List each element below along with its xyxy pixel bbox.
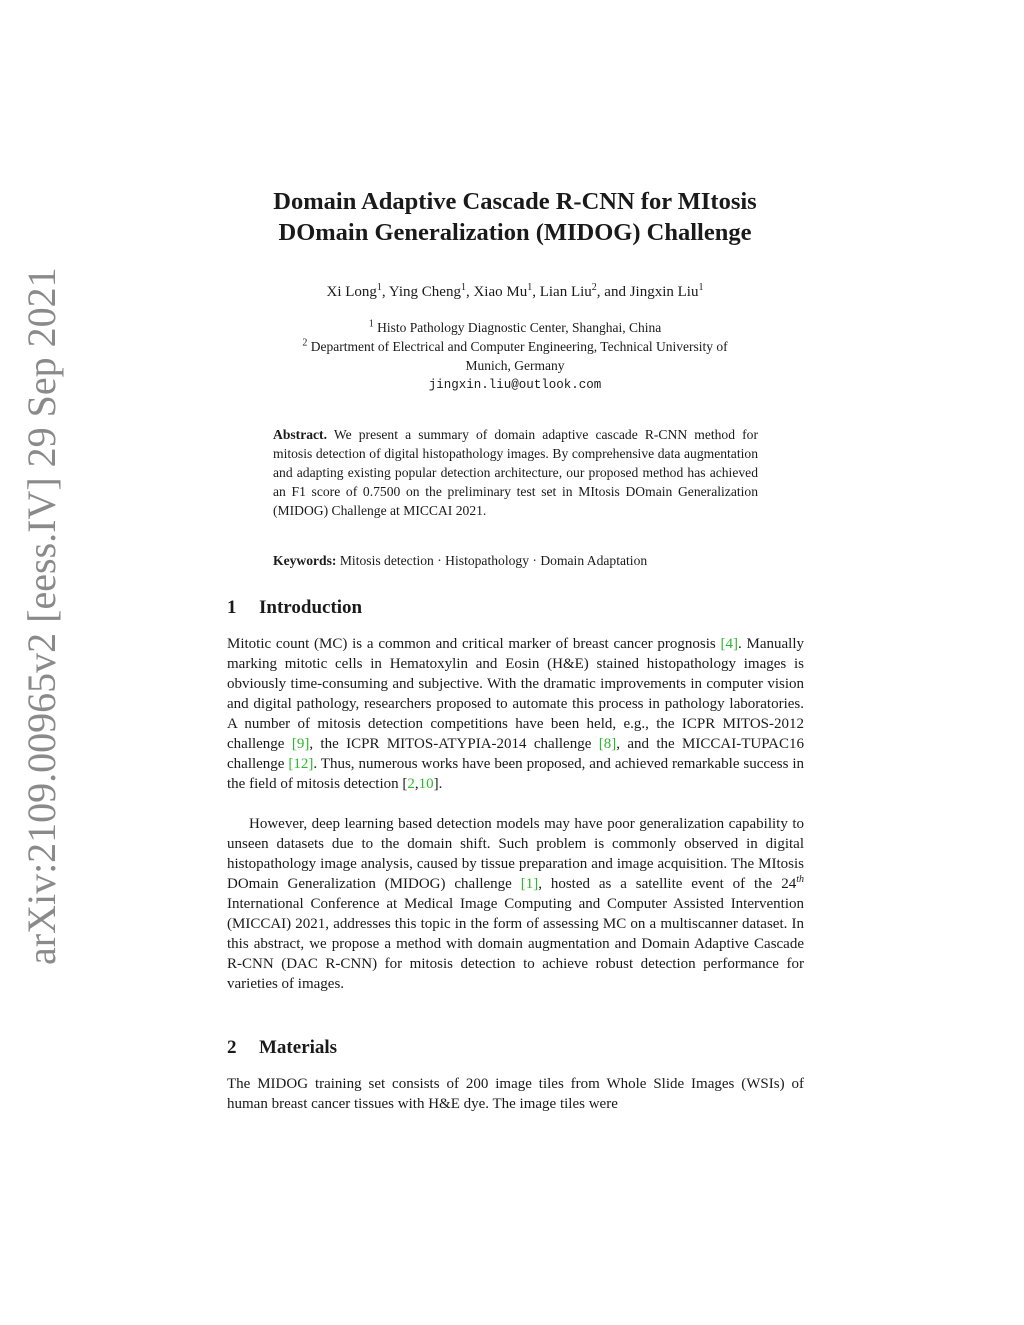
citation-link[interactable]: [8] — [598, 736, 617, 752]
affiliation-mark: 1 — [368, 318, 374, 330]
text: ] — [433, 776, 439, 792]
affiliation-1 — [240, 319, 790, 338]
paragraph-intro-2 — [227, 814, 804, 994]
citation-link[interactable]: [4] — [720, 636, 738, 652]
section-heading-materials — [227, 1037, 337, 1059]
citation-link[interactable]: 10 — [418, 776, 434, 792]
author-email[interactable]: jingxin.liu@outlook.com — [428, 378, 602, 392]
affiliation-mark: 2 — [302, 337, 308, 349]
text: International Conference at Medical Image Computing and Computer Assisted Intervention (MICCAI) 2021, addresses this topic in the form of assessing MC on a multiscanner dataset. In this abstract, we propose a method with domain augmentation and Domain Adaptive Cascade R-CNN (DAC R-CNN) for mitosis detection to achieve robust detection performance for varieties of images. — [227, 896, 804, 992]
section-title: Introduction — [259, 597, 363, 618]
author-aff: 2 — [591, 282, 597, 293]
author-aff: 1 — [698, 282, 704, 293]
text: . Thus, numerous works have been proposed, and achieved remarkable success in the field of mitosis detection — [227, 756, 804, 792]
author-aff: 1 — [376, 282, 382, 293]
text: Mitotic count (MC) is a common and critical marker of breast cancer prognosis — [227, 636, 716, 652]
abstract-label: Abstract. — [273, 427, 327, 442]
text: , and the MICCAI-TUPAC16 challenge — [227, 736, 804, 772]
text: . — [438, 776, 443, 792]
text: [ — [402, 776, 408, 792]
paper-title — [200, 186, 830, 248]
affiliation-text: Munich, Germany — [465, 357, 565, 373]
abstract-text: We present a summary of domain adaptive cascade R-CNN method for mitosis detection of digital histopathology images. By comprehensive data augmentation and adapting existing popular detection architecture, our proposed method has achieved an F1 score of 0.7500 on the preliminary test set in MItosis DOmain Generalization (MIDOG) Challenge at MICCAI 2021. — [273, 427, 758, 518]
section-title: Materials — [259, 1037, 338, 1058]
section-number: 1 — [227, 597, 237, 618]
author-aff: 1 — [460, 282, 466, 293]
citation-link[interactable]: 2 — [407, 776, 415, 792]
citation-link[interactable]: [9] — [291, 736, 310, 752]
paragraph-intro-1 — [227, 634, 804, 794]
author-name: Xiao Mu — [473, 284, 528, 300]
author-list: Xi Long$^1$, Ying Cheng$^1$, Xiao Mu$^1$, Lian Liu$^2$, and Jingxin Liu$^1$ — [326, 282, 704, 300]
affiliation-text: Department of Electrical and Computer Engineering, Technical University of — [310, 339, 728, 354]
affiliation-text: Histo Pathology Diagnostic Center, Shanghai, China — [377, 320, 662, 335]
author-name: Jingxin Liu — [629, 284, 699, 300]
author-aff: 1 — [527, 282, 533, 293]
keywords-text: Mitosis detection · Histopathology · Domain Adaptation — [339, 553, 648, 568]
text: , the ICPR MITOS-ATYPIA-2014 challenge — [309, 736, 592, 752]
title-line-1: Domain Adaptive Cascade R-CNN for MItosis — [273, 188, 757, 215]
text: , — [414, 776, 419, 792]
author-name: Xi Long — [326, 284, 377, 300]
section-heading-introduction — [227, 597, 362, 619]
superscript: th — [796, 874, 804, 885]
keywords-label: Keywords: — [273, 553, 337, 568]
section-number: 2 — [227, 1037, 237, 1058]
paragraph-materials-1: The MIDOG training set consists of 200 image tiles from Whole Slide Images (WSIs) of human breast cancer tissues with H&E dye. The image tiles were — [227, 1076, 804, 1112]
arxiv-stamp: arXiv:2109.00965v2 [eess.IV] 29 Sep 2021 — [19, 267, 64, 965]
text: However, deep learning based detection models may have poor generalization capability to unseen datasets due to the domain shift. Such problem is commonly observed in digital histopathology image analysis, caused by tissue preparation and image acquisition. The MItosis DOmain Generalization (MIDOG) challenge — [227, 816, 804, 892]
author-name: Ying Cheng — [388, 284, 461, 300]
author-name: Lian Liu — [539, 284, 592, 300]
abstract — [273, 425, 758, 520]
citation-link[interactable]: [1] — [520, 876, 539, 892]
affiliation-2 — [230, 338, 800, 375]
keywords — [273, 551, 758, 570]
text: . Manually marking mitotic cells in Hematoxylin and Eosin (H&E) stained histopathology images is obviously time-consuming and subjective. With the dramatic improvements in computer vision and digital pathology, researchers proposed to automate this process in pathology laboratories. A number of mitosis detection competitions have been held, e.g., the ICPR MITOS-2012 challenge — [227, 636, 804, 752]
text: , hosted as a satellite event of the 24 — [538, 876, 797, 892]
title-line-2: DOmain Generalization (MIDOG) Challenge — [278, 219, 752, 246]
citation-link[interactable]: [12] — [288, 756, 314, 772]
